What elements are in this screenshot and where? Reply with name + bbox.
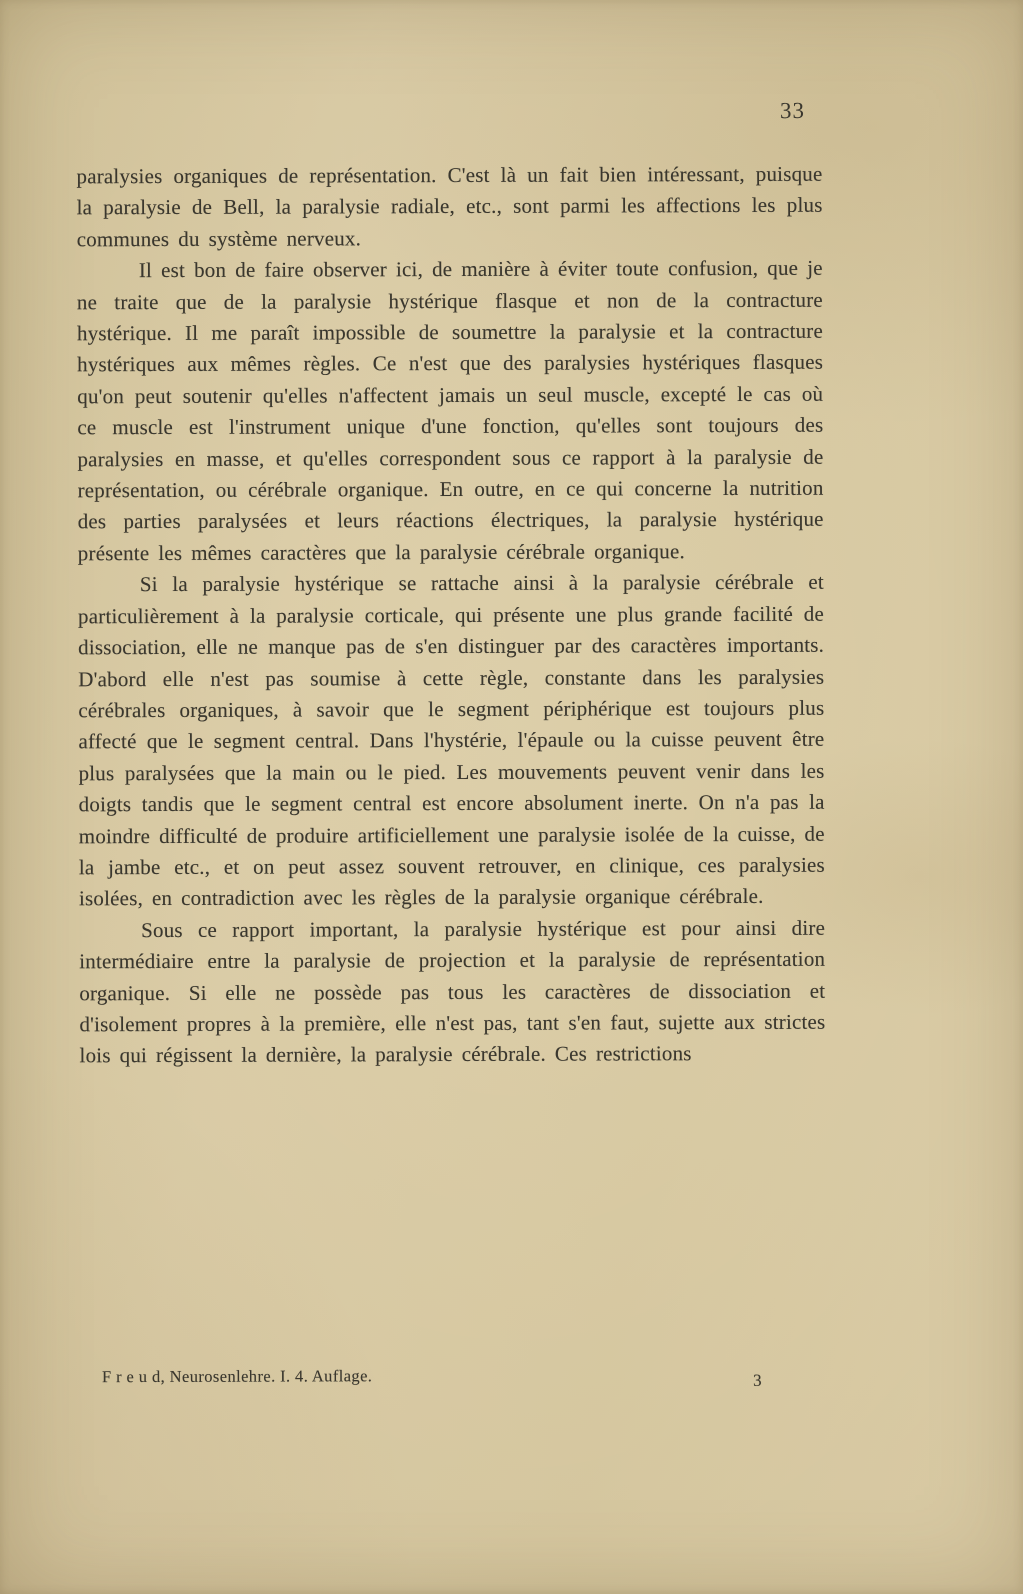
body-text xyxy=(76,159,825,1072)
paragraph: Sous ce rapport important, la paralysie hystérique est pour ainsi dire intermédiaire entre la paralysie de projection et la paralysie de représentation organique. Si elle ne possède pas tous les caractères de dissociation et d'isolement propres à la première, elle n'est pas, tant s'en faut, sujette aux strictes lois qui régissent la dernière, la paralysie cérébrale. Ces restrictions xyxy=(79,915,826,1068)
imprint-note: F r e u d, Neurosenlehre. I. 4. Auflage. xyxy=(101,1366,373,1387)
signature-mark: 3 xyxy=(753,1370,763,1390)
paragraph: Il est bon de faire observer ici, de manière à éviter toute confusion, que je ne traite que de la paralysie hystérique flasque et non de la contracture hystérique. Il me paraît impossible de soumettre la paralysie et la contracture hystériques aux mêmes règles. Ce n'est que des paralysies hystériques flasques qu'on peut soutenir qu'elles n'affectent jamais un seul muscle, excepté le cas où ce muscle est l'instrument unique d'une fonction, qu'elles sont toujours des paralysies en masse, et qu'elles correspondent sous ce rapport à la paralysie de représentation, ou cérébrale organique. En outre, en ce qui concerne la nutrition des parties paralysées et leurs réactions électriques, la paralysie hystérique présente les mêmes caractères que la paralysie cérébrale organique. xyxy=(76,255,824,566)
paragraph: paralysies organiques de représentation. C'est là un fait bien intéressant, puisque la paralysie de Bell, la paralysie radiale, etc., sont parmi les affections les plus communes du système nerveux. xyxy=(76,161,823,252)
paragraph: Si la paralysie hystérique se rattache ainsi à la paralysie cérébrale et particulièrement à la paralysie corticale, qui présente une plus grande facilité de dissociation, elle ne manque pas de s'en distinguer par des caractères importants. D'abord elle n'est pas soumise à cette règle, constante dans les paralysies cérébrales organiques, à savoir que le segment périphérique est toujours plus affecté que le segment central. Dans l'hystérie, l'épaule ou la cuisse peuvent être plus paralysées que la main ou le pied. Les mouvements peuvent venir dans les doigts tandis que le segment central est encore absolument inerte. On n'a pas la moindre difficulté de produire artificiellement une paralysie isolée de la cuisse, de la jambe etc., et on peut assez souvent retrouver, en clinique, ces paralysies isolées, en contradiction avec les règles de la paralysie organique cérébrale. xyxy=(77,569,825,911)
page-number: 33 xyxy=(779,97,806,124)
page-footer xyxy=(101,1365,763,1390)
